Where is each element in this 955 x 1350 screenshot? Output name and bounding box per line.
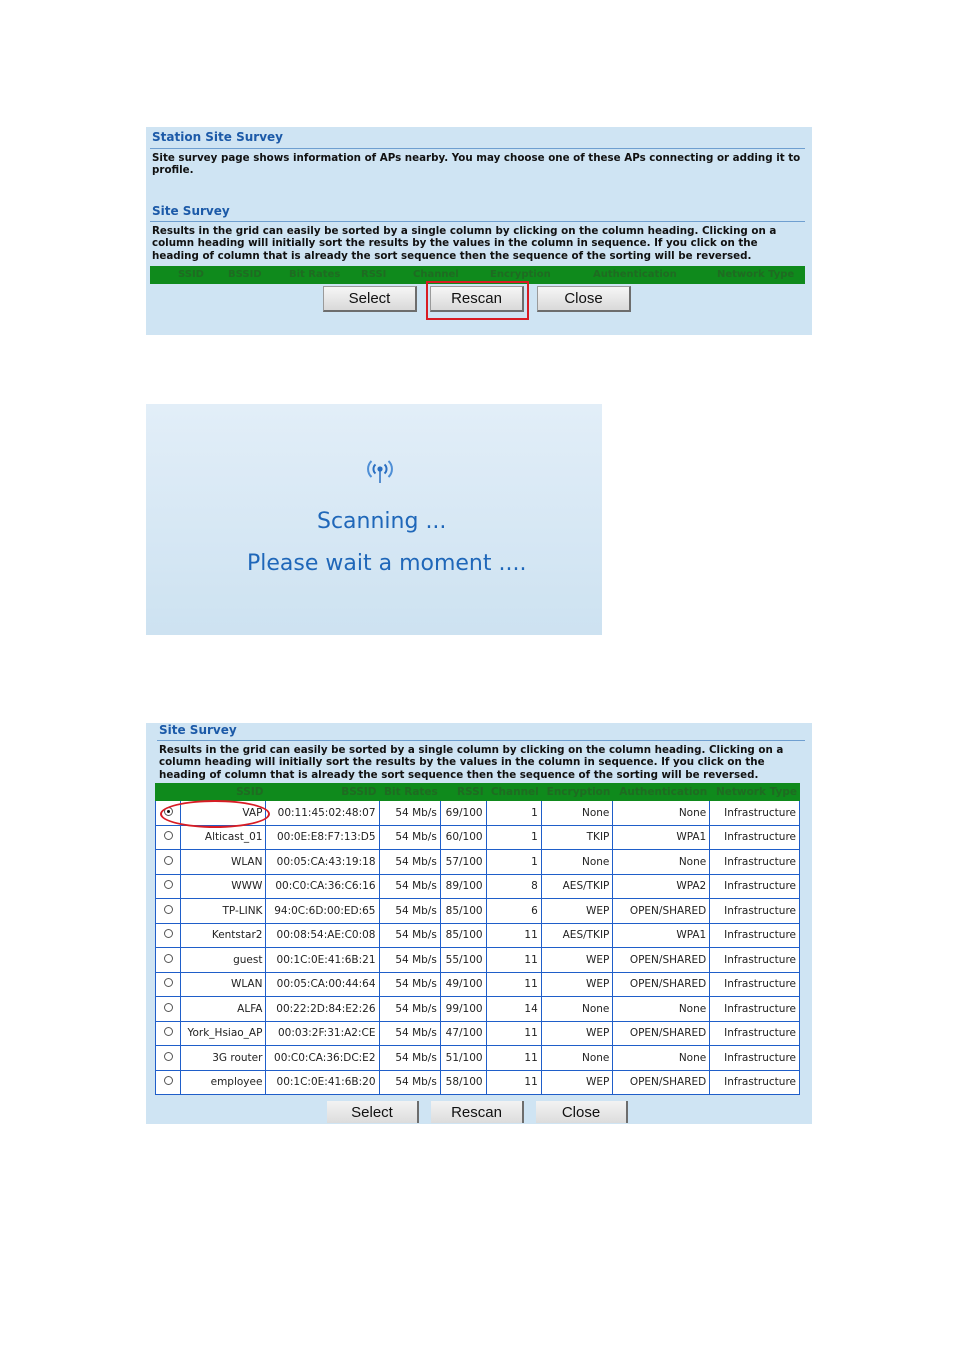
- header-network-type[interactable]: Network Type: [710, 784, 800, 801]
- row-radio-button[interactable]: [164, 954, 173, 963]
- channel-cell: 11: [486, 1021, 541, 1046]
- bit-rate-cell: 54 Mb/s: [379, 874, 440, 899]
- channel-cell: 11: [486, 923, 541, 948]
- rssi-cell: 99/100: [440, 997, 486, 1022]
- bssid-cell: 00:22:2D:84:E2:26: [266, 997, 379, 1022]
- table-row[interactable]: [156, 997, 800, 1022]
- encryption-cell: AES/TKIP: [541, 874, 613, 899]
- select-button[interactable]: Select: [323, 286, 417, 312]
- rssi-cell: 85/100: [440, 923, 486, 948]
- rssi-cell: 49/100: [440, 972, 486, 997]
- header-ssid[interactable]: SSID: [181, 784, 266, 801]
- results-section-title: Site Survey: [159, 723, 237, 737]
- bssid-cell: 00:08:54:AE:C0:08: [266, 923, 379, 948]
- bit-rate-cell: 54 Mb/s: [379, 1021, 440, 1046]
- header-encryption[interactable]: Encryption: [490, 269, 551, 280]
- table-row[interactable]: [156, 899, 800, 924]
- header-network-type[interactable]: Network Type: [717, 269, 795, 280]
- row-radio-button[interactable]: [164, 905, 173, 914]
- bit-rate-cell: 54 Mb/s: [379, 899, 440, 924]
- table-row[interactable]: [156, 1070, 800, 1095]
- table-row[interactable]: [156, 948, 800, 973]
- results-section-divider: [157, 740, 805, 741]
- header-select: [156, 784, 181, 801]
- site-survey-table: [155, 783, 800, 1095]
- results-section-description: Results in the grid can easily be sorted by a single column by clicking on the column heading. Clicking on a column heading will initially sort the results by the values in the column in sequence. If you click on the heading of column that is already the sort sequence then the sequence of the sorting will be reversed.: [159, 744, 784, 781]
- header-authentication[interactable]: Authentication: [593, 269, 677, 280]
- authentication-cell: WPA1: [613, 923, 710, 948]
- rssi-cell: 51/100: [440, 1046, 486, 1071]
- channel-cell: 11: [486, 972, 541, 997]
- encryption-cell: WEP: [541, 1070, 613, 1095]
- network-type-cell: Infrastructure: [710, 874, 800, 899]
- rssi-cell: 69/100: [440, 801, 486, 826]
- bssid-cell: 00:C0:CA:36:C6:16: [266, 874, 379, 899]
- ssid-cell: WWW: [181, 874, 266, 899]
- ssid-cell: VAP: [181, 801, 266, 826]
- ssid-cell: ALFA: [181, 997, 266, 1022]
- bit-rate-cell: 54 Mb/s: [379, 923, 440, 948]
- header-channel[interactable]: Channel: [486, 784, 541, 801]
- bit-rate-cell: 54 Mb/s: [379, 948, 440, 973]
- authentication-cell: OPEN/SHARED: [613, 972, 710, 997]
- channel-cell: 1: [486, 825, 541, 850]
- rescan-button-bottom[interactable]: Rescan: [431, 1101, 524, 1123]
- encryption-cell: WEP: [541, 899, 613, 924]
- header-encryption[interactable]: Encryption: [541, 784, 613, 801]
- row-radio-button[interactable]: [164, 1076, 173, 1085]
- table-row[interactable]: [156, 1021, 800, 1046]
- row-select-cell: [156, 997, 181, 1022]
- encryption-cell: AES/TKIP: [541, 923, 613, 948]
- encryption-cell: None: [541, 850, 613, 875]
- row-select-cell: [156, 1070, 181, 1095]
- rssi-cell: 55/100: [440, 948, 486, 973]
- table-row[interactable]: [156, 874, 800, 899]
- ssid-cell: WLAN: [181, 850, 266, 875]
- section-description: Results in the grid can easily be sorted by a single column by clicking on the column heading. Clicking on a column heading will initially sort the results by the values in the column in sequence. If you click on the heading of column that is already the sort sequence then the sequence of the sorting will be reversed.: [152, 225, 777, 262]
- encryption-cell: None: [541, 801, 613, 826]
- table-row[interactable]: [156, 972, 800, 997]
- ssid-cell: 3G router: [181, 1046, 266, 1071]
- header-bit-rates[interactable]: Bit Rates: [379, 784, 440, 801]
- channel-cell: 1: [486, 850, 541, 875]
- row-radio-button[interactable]: [164, 1027, 173, 1036]
- authentication-cell: OPEN/SHARED: [613, 948, 710, 973]
- page-description: Site survey page shows information of APs nearby. You may choose one of these APs connecting or adding it to profile.: [152, 152, 801, 177]
- authentication-cell: WPA1: [613, 825, 710, 850]
- encryption-cell: WEP: [541, 972, 613, 997]
- authentication-cell: WPA2: [613, 874, 710, 899]
- bssid-cell: 00:C0:CA:36:DC:E2: [266, 1046, 379, 1071]
- header-rssi[interactable]: RSSI: [361, 269, 387, 280]
- ssid-cell: employee: [181, 1070, 266, 1095]
- channel-cell: 11: [486, 1070, 541, 1095]
- row-select-cell: [156, 850, 181, 875]
- header-ssid[interactable]: SSID: [178, 269, 204, 280]
- header-channel[interactable]: Channel: [413, 269, 459, 280]
- authentication-cell: None: [613, 850, 710, 875]
- encryption-cell: WEP: [541, 1021, 613, 1046]
- row-radio-button[interactable]: [164, 1003, 173, 1012]
- row-select-cell: [156, 1046, 181, 1071]
- rescan-button[interactable]: Rescan: [430, 286, 524, 312]
- wireless-signal-icon: [365, 458, 395, 484]
- channel-cell: 14: [486, 997, 541, 1022]
- ssid-cell: Kentstar2: [181, 923, 266, 948]
- wait-message: Please wait a moment ....: [247, 551, 527, 576]
- row-select-cell: [156, 923, 181, 948]
- authentication-cell: OPEN/SHARED: [613, 899, 710, 924]
- channel-cell: 11: [486, 1046, 541, 1071]
- ssid-cell: guest: [181, 948, 266, 973]
- network-type-cell: Infrastructure: [710, 850, 800, 875]
- bssid-cell: 00:03:2F:31:A2:CE: [266, 1021, 379, 1046]
- row-select-cell: [156, 825, 181, 850]
- bit-rate-cell: 54 Mb/s: [379, 972, 440, 997]
- select-button-bottom[interactable]: Select: [327, 1101, 419, 1123]
- network-type-cell: Infrastructure: [710, 825, 800, 850]
- encryption-cell: WEP: [541, 948, 613, 973]
- scanning-label: Scanning ...: [317, 509, 447, 534]
- row-radio-button[interactable]: [164, 856, 173, 865]
- row-radio-button[interactable]: [164, 831, 173, 840]
- network-type-cell: Infrastructure: [710, 1046, 800, 1071]
- bssid-cell: 00:0E:E8:F7:13:D5: [266, 825, 379, 850]
- table-header-row: [156, 784, 800, 801]
- bssid-cell: 00:1C:0E:41:6B:20: [266, 1070, 379, 1095]
- channel-cell: 8: [486, 874, 541, 899]
- title-divider: [150, 148, 805, 149]
- network-type-cell: Infrastructure: [710, 899, 800, 924]
- row-radio-button[interactable]: [164, 929, 173, 938]
- bssid-cell: 00:05:CA:43:19:18: [266, 850, 379, 875]
- bssid-cell: 00:05:CA:00:44:64: [266, 972, 379, 997]
- rescan-highlight: [426, 281, 529, 320]
- close-button-bottom[interactable]: Close: [536, 1101, 628, 1123]
- section-title: Site Survey: [152, 204, 230, 218]
- table-row[interactable]: [156, 1046, 800, 1071]
- network-type-cell: Infrastructure: [710, 997, 800, 1022]
- page-title: Station Site Survey: [152, 130, 283, 144]
- ssid-cell: York_Hsiao_AP: [181, 1021, 266, 1046]
- authentication-cell: None: [613, 801, 710, 826]
- table-row[interactable]: [156, 923, 800, 948]
- table-row[interactable]: [156, 825, 800, 850]
- row-select-cell: [156, 1021, 181, 1046]
- encryption-cell: None: [541, 997, 613, 1022]
- row-radio-button[interactable]: [164, 1052, 173, 1061]
- network-type-cell: Infrastructure: [710, 801, 800, 826]
- channel-cell: 1: [486, 801, 541, 826]
- encryption-cell: TKIP: [541, 825, 613, 850]
- row-select-cell: [156, 972, 181, 997]
- rssi-cell: 89/100: [440, 874, 486, 899]
- header-bssid[interactable]: BSSID: [228, 269, 262, 280]
- rssi-cell: 47/100: [440, 1021, 486, 1046]
- rssi-cell: 58/100: [440, 1070, 486, 1095]
- network-type-cell: Infrastructure: [710, 923, 800, 948]
- header-bssid[interactable]: BSSID: [266, 784, 379, 801]
- channel-cell: 6: [486, 899, 541, 924]
- authentication-cell: OPEN/SHARED: [613, 1021, 710, 1046]
- encryption-cell: None: [541, 1046, 613, 1071]
- bssid-cell: 00:1C:0E:41:6B:21: [266, 948, 379, 973]
- authentication-cell: None: [613, 997, 710, 1022]
- network-type-cell: Infrastructure: [710, 1070, 800, 1095]
- authentication-cell: OPEN/SHARED: [613, 1070, 710, 1095]
- network-type-cell: Infrastructure: [710, 948, 800, 973]
- row-radio-button[interactable]: [164, 978, 173, 987]
- ssid-cell: Alticast_01: [181, 825, 266, 850]
- rssi-cell: 85/100: [440, 899, 486, 924]
- bit-rate-cell: 54 Mb/s: [379, 1070, 440, 1095]
- channel-cell: 11: [486, 948, 541, 973]
- network-type-cell: Infrastructure: [710, 972, 800, 997]
- row-radio-button[interactable]: [164, 880, 173, 889]
- section-divider: [150, 221, 805, 222]
- bit-rate-cell: 54 Mb/s: [379, 801, 440, 826]
- table-row[interactable]: [156, 850, 800, 875]
- close-button[interactable]: Close: [537, 286, 631, 312]
- network-type-cell: Infrastructure: [710, 1021, 800, 1046]
- row-select-cell: [156, 948, 181, 973]
- selected-ap-highlight: [160, 800, 270, 828]
- bssid-cell: 00:11:45:02:48:07: [266, 801, 379, 826]
- bssid-cell: 94:0C:6D:00:ED:65: [266, 899, 379, 924]
- row-select-cell: [156, 899, 181, 924]
- bit-rate-cell: 54 Mb/s: [379, 997, 440, 1022]
- rssi-cell: 57/100: [440, 850, 486, 875]
- bit-rate-cell: 54 Mb/s: [379, 850, 440, 875]
- bit-rate-cell: 54 Mb/s: [379, 825, 440, 850]
- authentication-cell: None: [613, 1046, 710, 1071]
- ssid-cell: WLAN: [181, 972, 266, 997]
- bit-rate-cell: 54 Mb/s: [379, 1046, 440, 1071]
- header-authentication[interactable]: Authentication: [613, 784, 710, 801]
- rssi-cell: 60/100: [440, 825, 486, 850]
- header-bit-rates[interactable]: Bit Rates: [289, 269, 341, 280]
- header-rssi[interactable]: RSSI: [440, 784, 486, 801]
- ssid-cell: TP-LINK: [181, 899, 266, 924]
- row-select-cell: [156, 874, 181, 899]
